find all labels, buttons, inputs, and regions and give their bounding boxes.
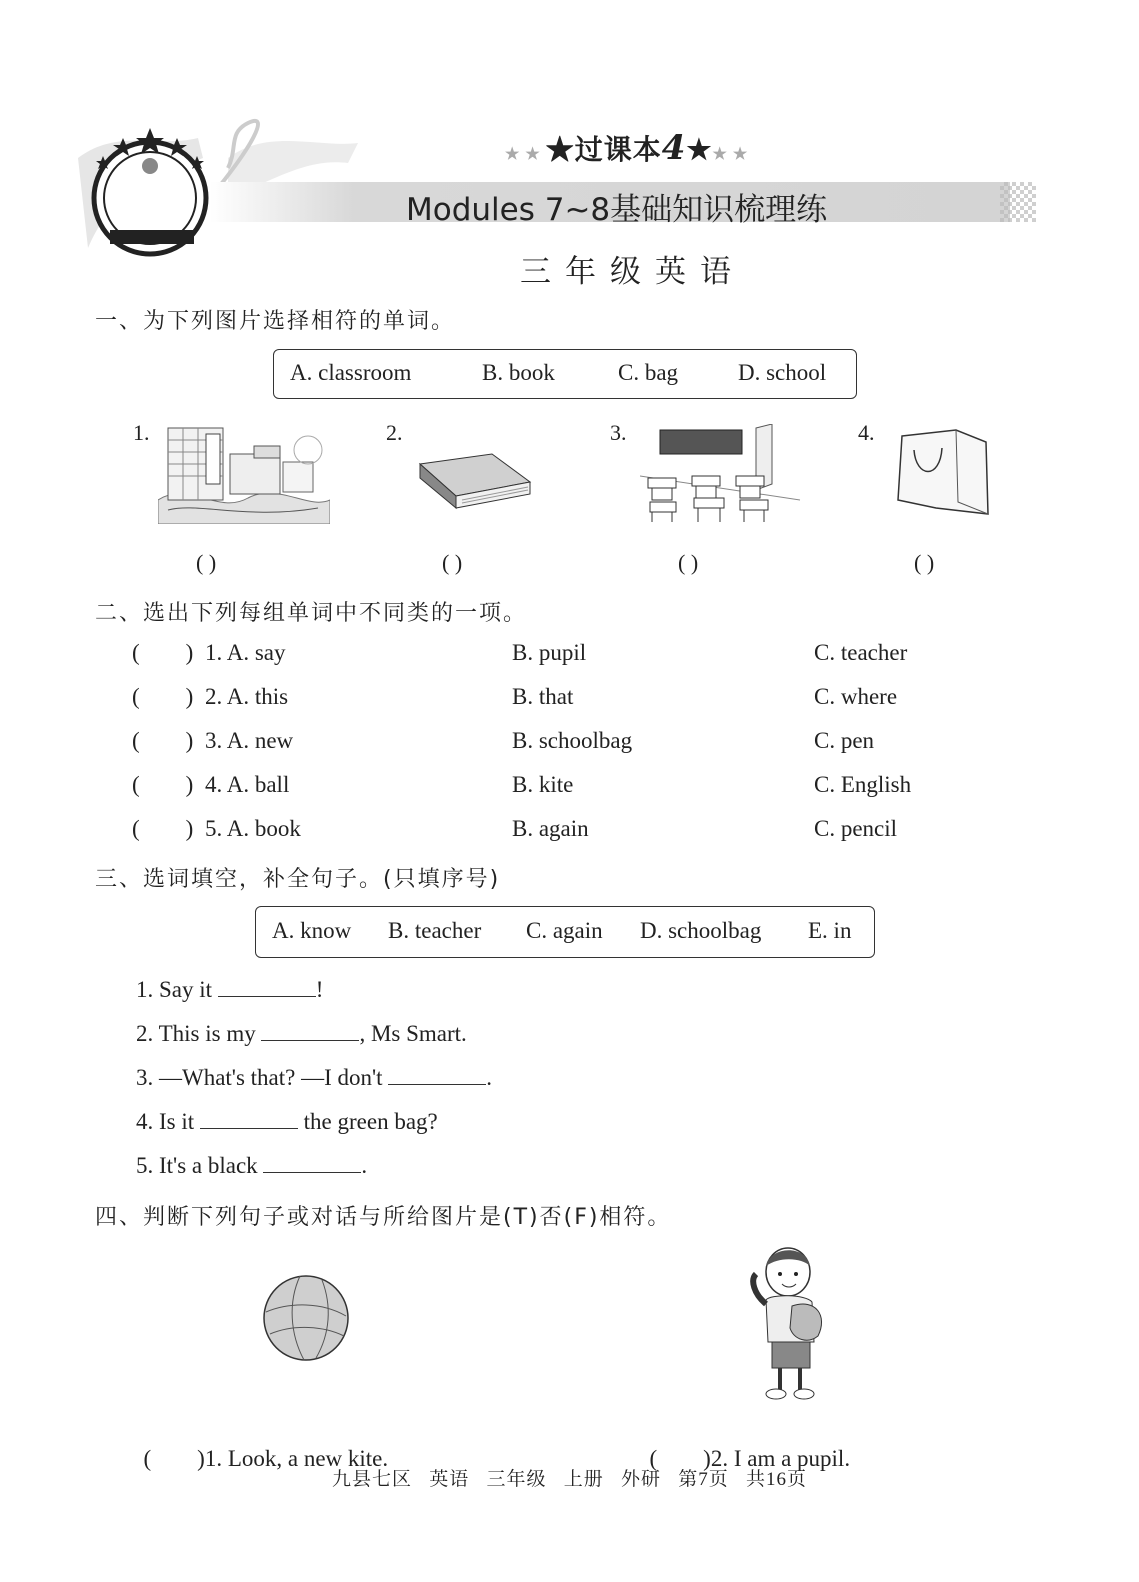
answer-blank[interactable]: ( ) — [132, 816, 194, 841]
option-c: C. teacher — [814, 640, 908, 665]
picture-number: 3. — [610, 420, 627, 445]
ball-image — [260, 1272, 352, 1368]
fill-blank[interactable] — [261, 1020, 359, 1041]
section3-heading: 三、选词填空，补全句子。(只填序号) — [95, 867, 501, 892]
picture-number: 4. — [858, 420, 875, 445]
option-a: 5. A. book — [205, 816, 301, 841]
word-bank-option: D. schoolbag — [640, 918, 762, 943]
word-bank-option: E. in — [808, 918, 852, 943]
option-b: B. pupil — [512, 640, 587, 665]
section3-word-bank — [255, 906, 875, 958]
word-bank-option: B. teacher — [388, 918, 482, 943]
answer-blank[interactable]: ( ) — [132, 772, 194, 797]
option-c: C. where — [814, 684, 898, 709]
sentence-text: the green bag? — [303, 1109, 438, 1134]
option-b: B. that — [512, 684, 574, 709]
fill-sentence — [136, 1152, 367, 1179]
option-c: C. pen — [814, 728, 875, 753]
series-title: ★★★过课本4★★★ — [505, 128, 754, 168]
word-bank-option: D. school — [738, 360, 827, 385]
sentence-text: ! — [315, 977, 324, 1002]
fill-blank[interactable] — [388, 1064, 486, 1085]
answer-blank[interactable]: ( ) — [132, 684, 194, 709]
banner-pattern — [1000, 182, 1036, 222]
option-c: C. English — [814, 772, 912, 797]
picture-number: 1. — [133, 420, 150, 445]
answer-blank[interactable]: ( ) — [143, 1446, 205, 1471]
book-image — [412, 452, 534, 516]
decorative-stars-right: ★★ — [712, 144, 754, 163]
answer-blank[interactable]: ( ) — [132, 728, 194, 753]
page-footer: 九县七区 英语 三年级 上册 外研 第7页 共16页 — [331, 1469, 807, 1490]
sentence-text: 4. Is it — [136, 1109, 195, 1134]
fill-sentence — [136, 1108, 438, 1135]
word-bank-option: C. again — [526, 918, 603, 943]
sentence-text: 2. This is my — [136, 1021, 256, 1046]
word-bank-option: A. classroom — [290, 360, 412, 385]
decorative-stars-left: ★★ — [505, 144, 546, 163]
sentence-text: 5. It's a black — [136, 1153, 258, 1178]
fill-blank[interactable] — [263, 1152, 361, 1173]
fill-blank[interactable] — [218, 976, 316, 997]
judge-sentence: 1. Look, a new kite. — [204, 1446, 389, 1471]
school-image — [158, 420, 330, 528]
sentence-text: 1. Say it — [136, 977, 213, 1002]
answer-blank[interactable]: ( ) — [914, 550, 935, 575]
option-b: B. schoolbag — [512, 728, 633, 753]
option-a: 2. A. this — [205, 684, 289, 709]
classroom-image — [640, 424, 802, 528]
section1-heading: 一、为下列图片选择相符的单词。 — [95, 309, 456, 334]
answer-blank[interactable]: ( ) — [442, 550, 463, 575]
grade-subject-title: 三年级英语 — [520, 254, 745, 290]
module-title: Modules 7~8基础知识梳理练 — [406, 192, 828, 228]
option-a: 3. A. new — [205, 728, 294, 753]
option-b: B. again — [512, 816, 589, 841]
word-bank-option: A. know — [272, 918, 352, 943]
sentence-text: 3. —What's that? —I don't — [136, 1065, 383, 1090]
pupil-boy-image — [740, 1244, 830, 1406]
option-a: 4. A. ball — [205, 772, 290, 797]
word-bank-option: B. book — [482, 360, 555, 385]
picture-number: 2. — [386, 420, 403, 445]
section1-word-bank — [273, 349, 857, 399]
section4-heading: 四、判断下列句子或对话与所给图片是(T)否(F)相符。 — [95, 1205, 672, 1230]
judge-sentence: 2. I am a pupil. — [710, 1446, 851, 1471]
answer-blank[interactable]: ( ) — [196, 550, 217, 575]
fill-blank[interactable] — [200, 1108, 298, 1129]
section2-heading: 二、选出下列每组单词中不同类的一项。 — [95, 601, 528, 626]
bag-image — [896, 428, 992, 522]
fill-sentence — [136, 1020, 467, 1047]
fill-sentence — [136, 976, 323, 1003]
option-a: 1. A. say — [205, 640, 286, 665]
sentence-text: . — [361, 1153, 368, 1178]
sentence-text: . — [486, 1065, 493, 1090]
option-c: C. pencil — [814, 816, 898, 841]
option-b: B. kite — [512, 772, 574, 797]
fill-sentence — [136, 1064, 492, 1091]
answer-blank[interactable]: ( ) — [132, 640, 194, 665]
answer-blank[interactable]: ( ) — [678, 550, 699, 575]
word-bank-option: C. bag — [618, 360, 679, 385]
sentence-text: , Ms Smart. — [359, 1021, 467, 1046]
answer-blank[interactable]: ( ) — [649, 1446, 711, 1471]
